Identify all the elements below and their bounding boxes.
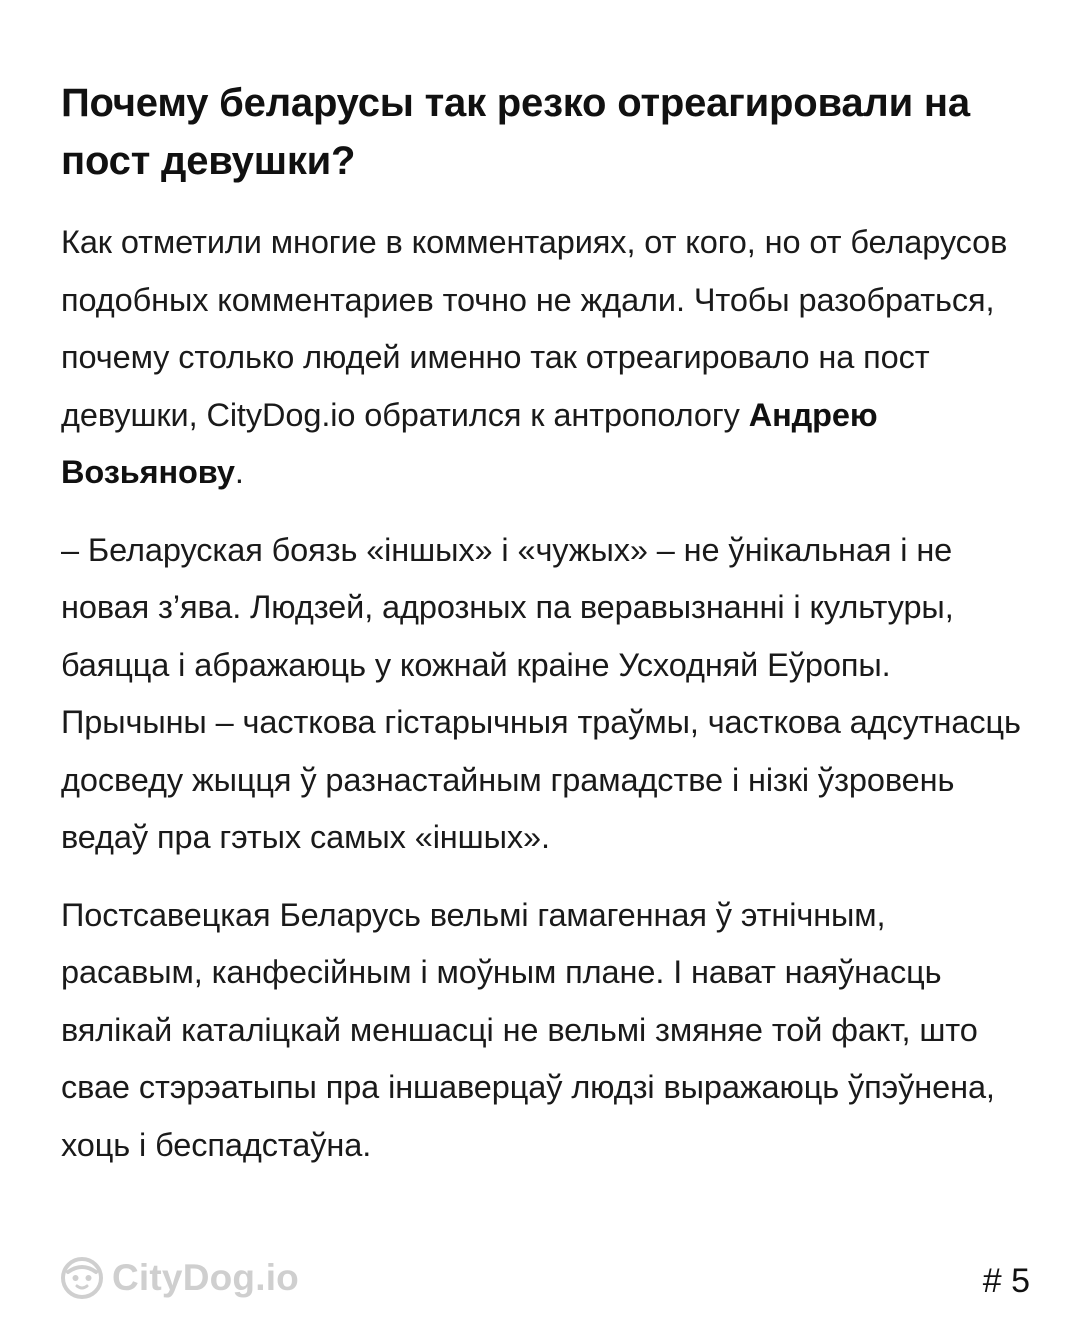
logo-text: CityDog.io (112, 1257, 299, 1298)
intro-text: Как отметили многие в комментариях, от кого, но от беларусов подобных комментариев точно не ждали. Чтобы разобраться, почему столько людей именно так отреагировало на пост девушки, CityDog.io обратился к антропологу (61, 224, 1008, 433)
page-number: # 5 (982, 1262, 1030, 1300)
intro-paragraph (61, 214, 1036, 502)
anthropologist-name: Андрею Возьянову (61, 396, 878, 490)
article-content (61, 74, 1036, 1174)
dog-face-icon (60, 1256, 104, 1300)
article-title: Почему беларусы так резко отреагировали на пост девушки? (61, 81, 970, 183)
intro-text-end: . (234, 454, 244, 490)
citydog-logo (60, 1256, 299, 1300)
closing-paragraph: Постсавецкая Беларусь вельмі гамагенная ў этнічным, расавым, канфесійным і моўным плане. І нават наяўнасць вялікай каталіцкай меншасці не вельмі змяняе той факт, што свае стэрэатыпы пра іншаверцаў людзі выражаюць ўпэўнена, хоць і беспадстаўна. (61, 896, 995, 1163)
quote-paragraph: – Беларуская боязь «іншых» і «чужых» – не ўнікальная і не новая з’ява. Людзей, адрозных па веравызнанні і культуры, баяцца і абражаюць у кожнай краіне Усходняй Еўропы. Прычыны – часткова гістарычныя траўмы, часткова адсутнасць досведу жыцця ў разнастайным грамадстве і нізкі ўзровень ведаў пра гэтых самых «іншых». (61, 531, 1021, 855)
